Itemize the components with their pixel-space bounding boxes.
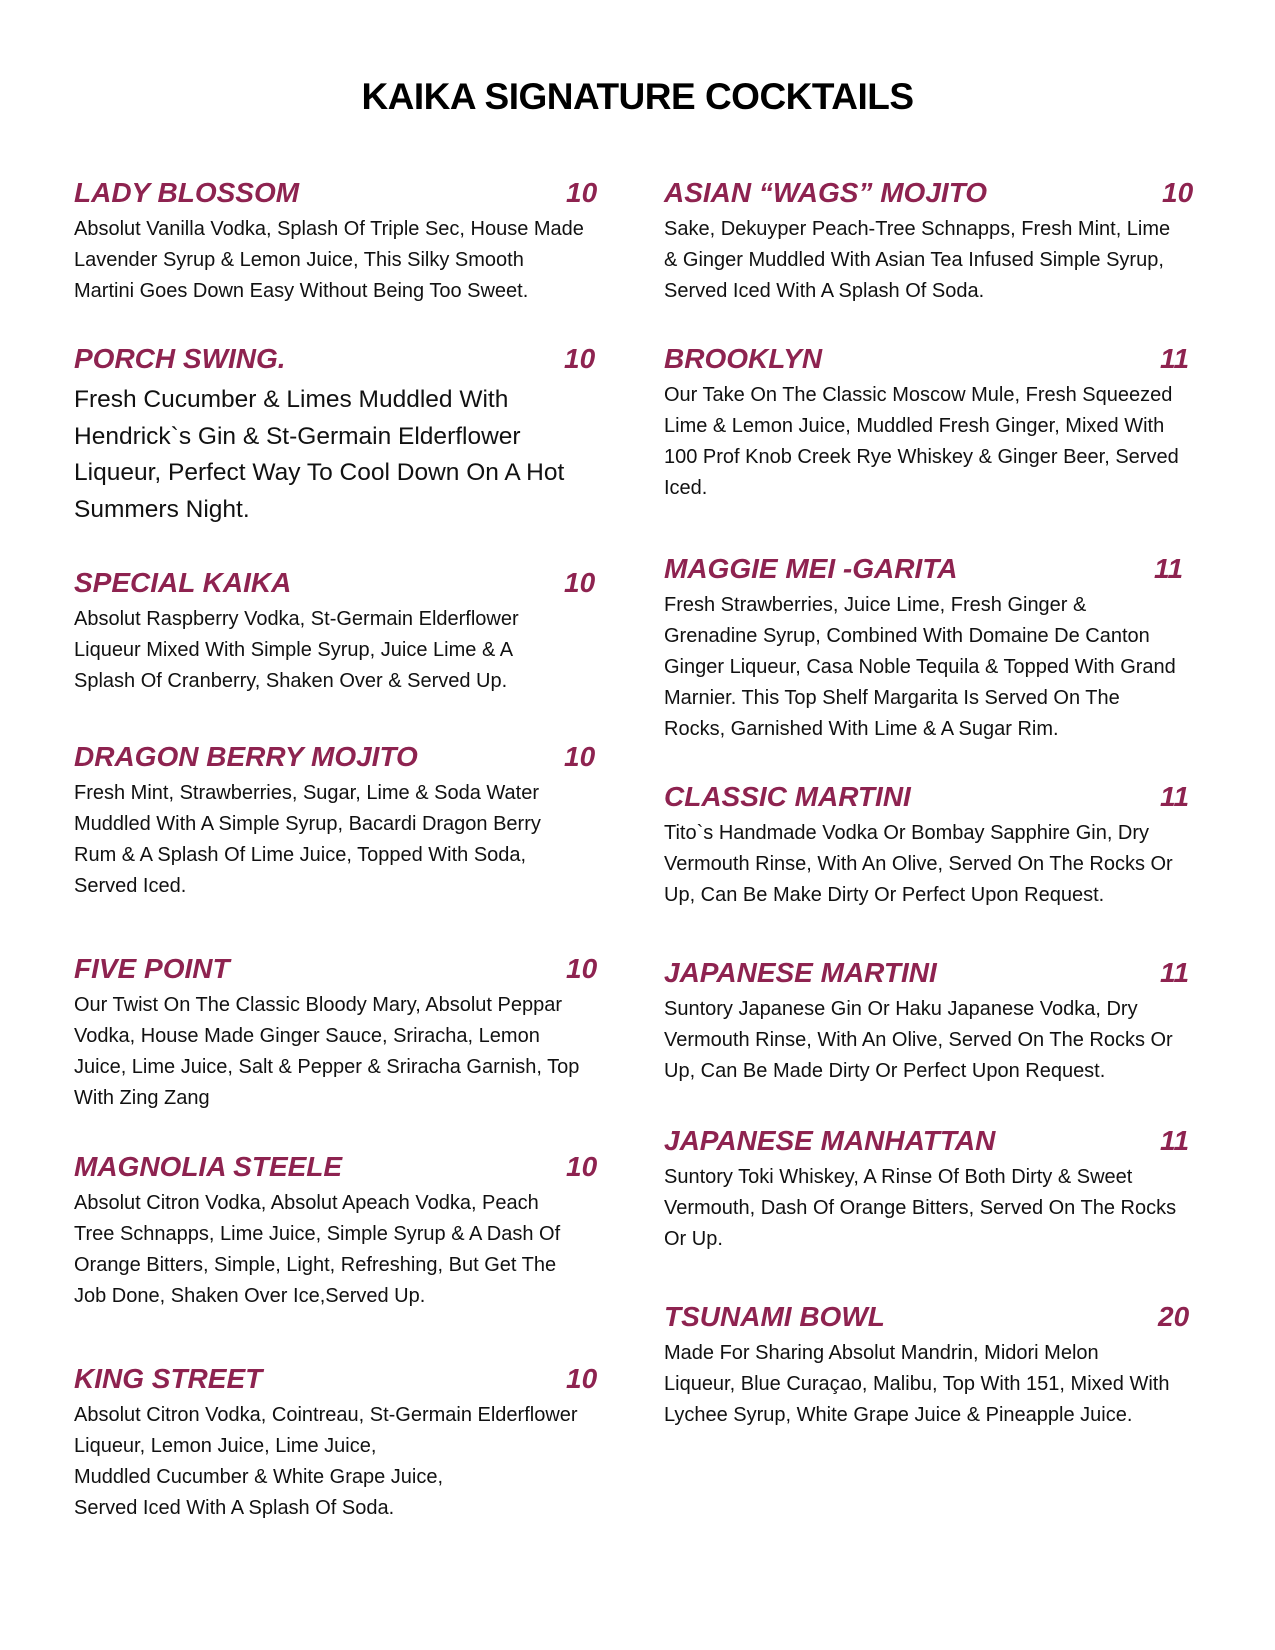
menu-item-lady-blossom <box>74 176 604 307</box>
menu-item-brooklyn <box>664 342 1194 504</box>
item-name: PORCH SWING. <box>74 343 286 374</box>
item-name: KING STREET <box>74 1363 263 1394</box>
menu-item-asian-wags-mojito <box>664 176 1194 307</box>
item-description: Our Take On The Classic Moscow Mule, Fresh Squeezed Lime & Lemon Juice, Muddled Fresh Ginger, Mixed With 100 Prof Knob Creek Rye Whiskey & Ginger Beer, Served Iced. <box>664 384 1179 499</box>
menu-item-porch-swing <box>74 342 604 528</box>
item-description: Our Twist On The Classic Bloody Mary, Absolut Peppar Vodka, House Made Ginger Sauce, Sriracha, Lemon Juice, Lime Juice, Salt & Pepper & Sriracha Garnish, Top With Zing Zang <box>74 994 580 1109</box>
item-name: SPECIAL KAIKA <box>74 567 292 598</box>
item-price: 20 <box>1158 1301 1190 1332</box>
menu-item-classic-martini <box>664 780 1194 911</box>
item-name: MAGNOLIA STEELE <box>74 1151 343 1182</box>
item-description: Absolut Raspberry Vodka, St-Germain Elderflower Liqueur Mixed With Simple Syrup, Juice Lime & A Splash Of Cranberry, Shaken Over & Served Up. <box>74 608 519 692</box>
item-price: 10 <box>1162 177 1194 208</box>
item-name: TSUNAMI BOWL <box>664 1301 885 1332</box>
item-price: 10 <box>564 343 596 374</box>
item-name: LADY BLOSSOM <box>74 177 300 208</box>
item-description: Suntory Toki Whiskey, A Rinse Of Both Dirty & Sweet Vermouth, Dash Of Orange Bitters, Served On The Rocks Or Up. <box>664 1166 1177 1250</box>
item-description: Tito`s Handmade Vodka Or Bombay Sapphire Gin, Dry Vermouth Rinse, With An Olive, Served On The Rocks Or Up, Can Be Make Dirty Or Perfect Upon Request. <box>664 822 1173 906</box>
item-name: BROOKLYN <box>664 343 823 374</box>
item-price: 11 <box>1160 1125 1190 1156</box>
item-description: Suntory Japanese Gin Or Haku Japanese Vodka, Dry Vermouth Rinse, With An Olive, Served On The Rocks Or Up, Can Be Made Dirty Or Perfect Upon Request. <box>664 998 1173 1082</box>
item-price: 11 <box>1154 553 1184 584</box>
item-price: 10 <box>566 177 598 208</box>
item-name: JAPANESE MARTINI <box>664 957 937 988</box>
item-price: 11 <box>1160 957 1190 988</box>
menu-item-japanese-martini <box>664 956 1194 1087</box>
menu-item-five-point <box>74 952 604 1114</box>
menu-item-dragon-berry-mojito <box>74 740 604 902</box>
item-price: 10 <box>564 741 596 772</box>
menu-item-japanese-manhattan <box>664 1124 1194 1255</box>
item-price: 10 <box>564 567 596 598</box>
item-price: 10 <box>566 953 598 984</box>
menu-item-special-kaika <box>74 566 604 697</box>
item-description: Made For Sharing Absolut Mandrin, Midori Melon Liqueur, Blue Curaçao, Malibu, Top With 151, Mixed With Lychee Syrup, White Grape Juice & Pineapple Juice. <box>664 1342 1170 1426</box>
item-description: Absolut Citron Vodka, Cointreau, St-Germain Elderflower Liqueur, Lemon Juice, Lime Juice, Muddled Cucumber & White Grape Juice, Served Iced With A Splash Of Soda. <box>74 1404 578 1519</box>
item-name: MAGGIE MEI -GARITA <box>664 553 958 584</box>
menu-item-maggie-mei-garita <box>664 552 1194 745</box>
item-description: Sake, Dekuyper Peach-Tree Schnapps, Fresh Mint, Lime & Ginger Muddled With Asian Tea Infused Simple Syrup, Served Iced With A Splash Of Soda. <box>664 218 1171 302</box>
item-name: JAPANESE MANHATTAN <box>664 1125 996 1156</box>
item-name: CLASSIC MARTINI <box>664 781 911 812</box>
item-price: 11 <box>1160 781 1190 812</box>
item-description: Absolut Citron Vodka, Absolut Apeach Vodka, Peach Tree Schnapps, Lime Juice, Simple Syrup & A Dash Of Orange Bitters, Simple, Light, Refreshing, But Get The Job Done, Shaken Over Ice,Served Up. <box>74 1192 561 1307</box>
item-description: Fresh Strawberries, Juice Lime, Fresh Ginger & Grenadine Syrup, Combined With Domaine De Canton Ginger Liqueur, Casa Noble Tequila & Topped With Grand Marnier. This Top Shelf Margarita Is Served On The Rocks, Garnished With Lime & A Sugar Rim. <box>664 594 1176 740</box>
item-description: Fresh Mint, Strawberries, Sugar, Lime & Soda Water Muddled With A Simple Syrup, Bacardi Dragon Berry Rum & A Splash Of Lime Juice, Topped With Soda, Served Iced. <box>74 782 541 897</box>
page-title: KAIKA SIGNATURE COCKTAILS <box>361 76 914 117</box>
item-price: 10 <box>566 1363 598 1394</box>
menu-item-magnolia-steele <box>74 1150 604 1312</box>
item-price: 10 <box>566 1151 598 1182</box>
item-name: DRAGON BERRY MOJITO <box>74 741 418 772</box>
item-name: FIVE POINT <box>74 953 230 984</box>
item-description: Absolut Vanilla Vodka, Splash Of Triple Sec, House Made Lavender Syrup & Lemon Juice, This Silky Smooth Martini Goes Down Easy Without Being Too Sweet. <box>74 218 584 302</box>
item-name: ASIAN “WAGS” MOJITO <box>664 177 988 208</box>
item-description: Fresh Cucumber & Limes Muddled With Hendrick`s Gin & St-Germain Elderflower Liqueur, Perfect Way To Cool Down On A Hot Summers Night. <box>74 386 565 523</box>
menu-item-king-street <box>74 1362 604 1524</box>
menu-item-tsunami-bowl <box>664 1300 1194 1431</box>
item-price: 11 <box>1160 343 1190 374</box>
